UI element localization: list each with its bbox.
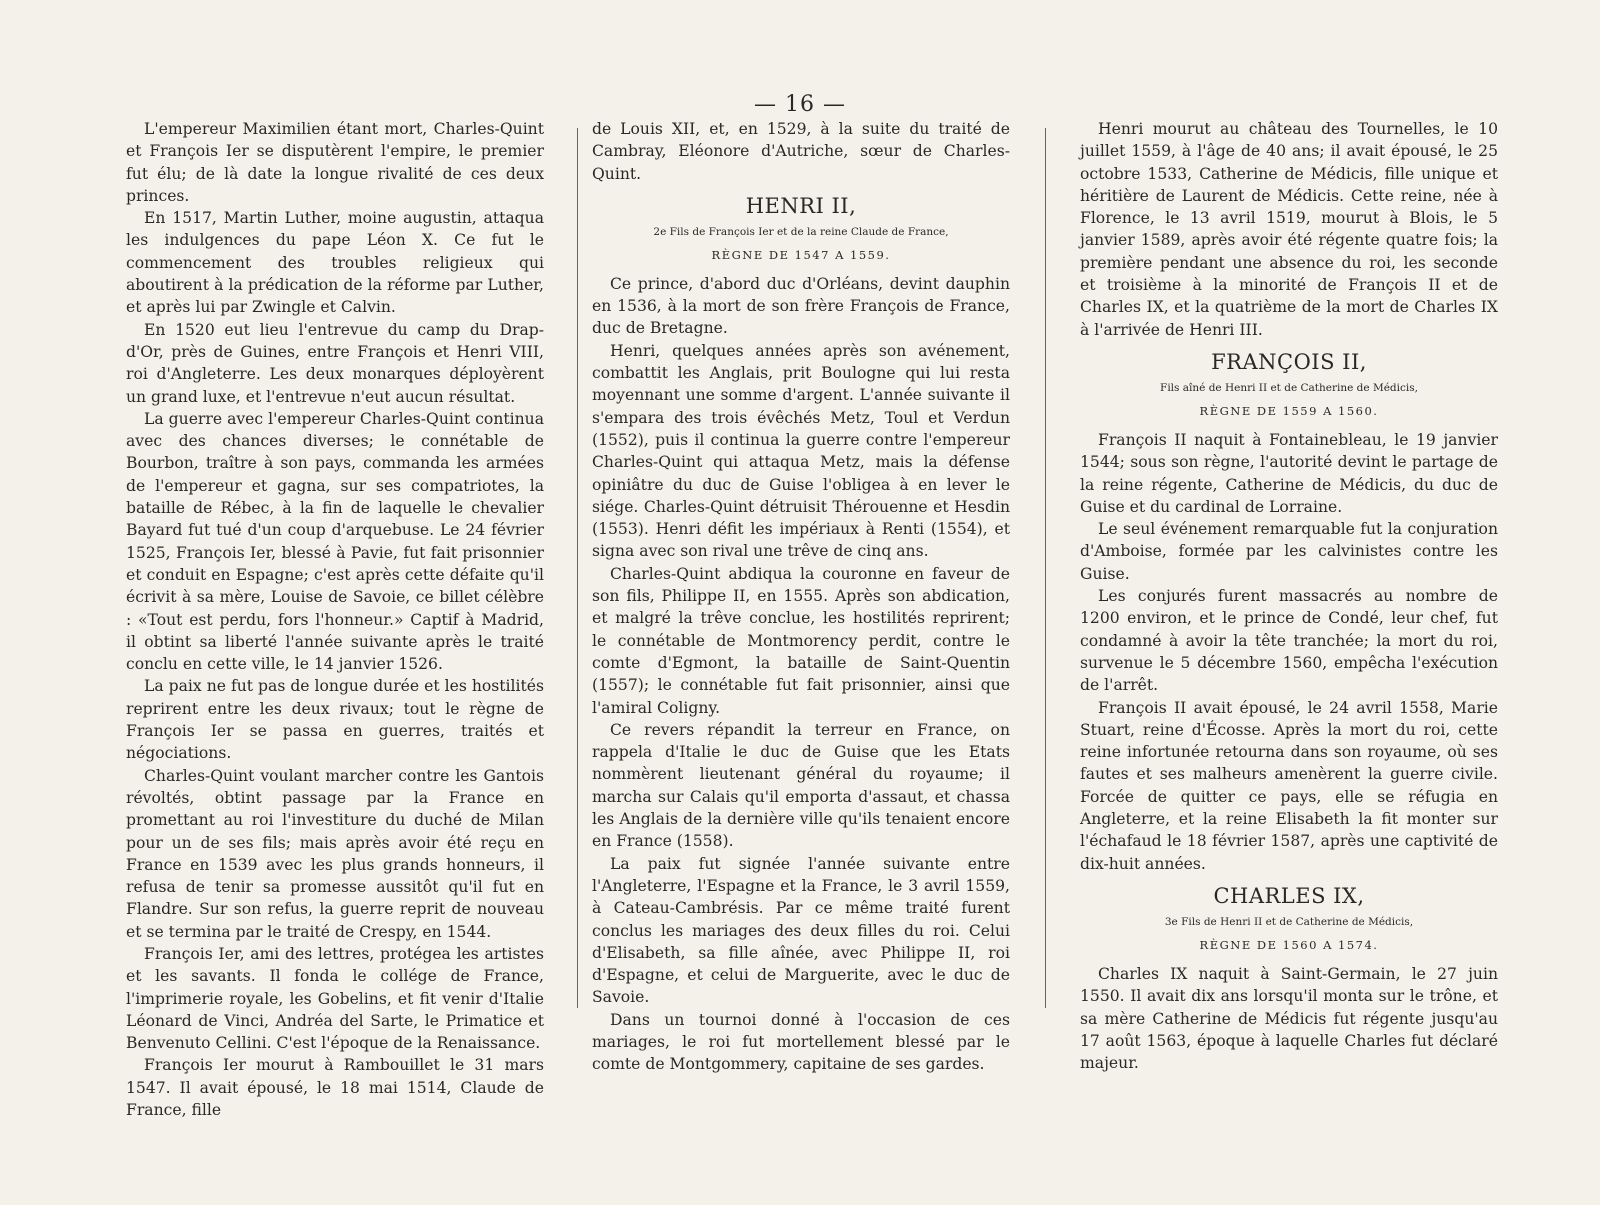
section-subtitle: Fils aîné de Henri II et de Catherine de Médicis,: [1160, 381, 1418, 394]
section-title: CHARLES IX,: [1213, 883, 1365, 908]
paragraph: François Ier, ami des lettres, protégea les artistes et les savants. Il fonda le collége de France, l'imprimerie royale, les Gobelins, et fit venir d'Italie Léonard de Vinci, Andréa del Sarte, le Primatice et Benvenuto Cellini. C'est l'époque de la Renaissance.: [126, 944, 544, 1053]
section-reign: RÈGNE DE 1560 A 1574.: [1199, 937, 1379, 952]
paragraph: Henri, quelques années après son avénement, combattit les Anglais, prit Boulogne qui lui resta moyennant une somme d'argent. L'année suivante il s'empara des trois évêchés Metz, Toul et Verdun (1552), puis il continua la guerre contre l'empereur Charles-Quint qui attaqua Metz, mais la défense opiniâtre du duc de Guise l'obligea à en lever le siége. Charles-Quint détruisit Thérouenne et Hesdin (1553). Henri défit les impériaux à Renti (1554), et signa avec son rival une trêve de cinq ans.: [592, 341, 1010, 561]
section-subtitle: 2e Fils de François Ier et de la reine Claude de France,: [653, 225, 949, 238]
paragraph: La guerre avec l'empereur Charles-Quint continua avec des chances diverses; le connétable de Bourbon, traître à son pays, commanda les armées de l'empereur et gagna, sur ses compatriotes, la bataille de Rébec, à la fin de laquelle le chevalier Bayard fut tué d'un coup d'arquebuse. Le 24 février 1525, François Ier, blessé à Pavie, fut fait prisonnier et conduit en Espagne; c'est après cette défaite qu'il écrivit à sa mère, Louise de Savoie, ce billet célèbre : «Tout est perdu, fors l'honneur.» Captif à Madrid, il obtint sa liberté l'année suivante après le traité conclu en cette ville, le 14 janvier 1526.: [126, 409, 544, 674]
paragraph: Charles IX naquit à Saint-Germain, le 27 juin 1550. Il avait dix ans lorsqu'il monta sur le trône, et sa mère Catherine de Médicis fut régente jusqu'au 17 août 1563, époque à laquelle Charles fut déclaré majeur.: [1080, 964, 1498, 1073]
text-column-middle: [592, 118, 1010, 1076]
section-heading-charles-ix: [1080, 881, 1498, 957]
paragraph: Henri mourut au château des Tournelles, le 10 juillet 1559, à l'âge de 40 ans; il avait épousé, le 25 octobre 1533, Catherine de Médicis, fille unique et héritière de Laurent de Médicis. Cette reine, née à Florence, le 13 avril 1519, mourut à Blois, le 5 janvier 1589, après avoir été régente quatre fois; la première pendant une absence du roi, les seconde et troisième à la minorité de François II et de Charles IX, et la quatrième de la mort de Charles IX à l'arrivée de Henri III.: [1080, 120, 1498, 339]
paragraph: François Ier mourut à Rambouillet le 31 mars 1547. Il avait épousé, le 18 mai 1514, Claude de France, fille: [126, 1056, 544, 1120]
section-heading-henri-ii: [592, 191, 1010, 267]
section-heading-francois-ii: [1080, 347, 1498, 423]
paragraph: L'empereur Maximilien étant mort, Charles-Quint et François Ier se disputèrent l'empire, le premier fut élu; de là date la longue rivalité de ces deux princes.: [126, 120, 544, 205]
text-column-right: [1080, 118, 1498, 1074]
paragraph: Charles-Quint abdiqua la couronne en faveur de son fils, Philippe II, en 1555. Après son abdication, et malgré la trêve conclue, les hostilités reprirent; le connétable de Montmorency perdit, contre le comte d'Egmont, la bataille de Saint-Quentin (1557); le connétable fut fait prisonnier, ainsi que l'amiral Coligny.: [592, 564, 1010, 717]
section-reign: RÈGNE DE 1559 A 1560.: [1199, 403, 1379, 418]
section-subtitle: 3e Fils de Henri II et de Catherine de Médicis,: [1164, 915, 1414, 928]
column-divider: [577, 128, 578, 1008]
paragraph: François II avait épousé, le 24 avril 1558, Marie Stuart, reine d'Écosse. Après la mort du roi, cette reine infortunée retourna dans son royaume, où ses fautes et ses malheurs amenèrent la guerre civile. Forcée de quitter ce pays, elle se réfugia en Angleterre, et la reine Elisabeth la fit monter sur l'échafaud le 18 février 1587, après une captivité de dix-huit années.: [1080, 698, 1498, 873]
paragraph: La paix ne fut pas de longue durée et les hostilités reprirent entre les deux rivaux; tout le règne de François Ier se passa en guerres, traités et négociations.: [126, 677, 544, 763]
paragraph: de Louis XII, et, en 1529, à la suite du traité de Cambray, Eléonore d'Autriche, sœur de Charles-Quint.: [592, 120, 1010, 183]
paragraph: En 1517, Martin Luther, moine augustin, attaqua les indulgences du pape Léon X. Ce fut le commencement des troubles religieux qui aboutirent à la prédication de la réforme par Luther, et après lui par Zwingle et Calvin.: [126, 209, 544, 317]
section-title: FRANÇOIS II,: [1211, 349, 1367, 374]
column-divider: [1045, 128, 1046, 1008]
section-reign: RÈGNE DE 1547 A 1559.: [711, 247, 891, 262]
paragraph: Charles-Quint voulant marcher contre les Gantois révoltés, obtint passage par la France en promettant au roi l'investiture du duché de Milan pour un de ses fils; mais après avoir été reçu en France en 1539 avec les plus grands honneurs, il refusa de tenir sa promesse aussitôt qu'il fut en Flandre. Sur son refus, la guerre reprit de nouveau et se termina par le traité de Crespy, en 1544.: [126, 766, 544, 941]
paragraph: Ce prince, d'abord duc d'Orléans, devint dauphin en 1536, à la mort de son frère François de France, duc de Bretagne.: [592, 274, 1010, 338]
section-title: HENRI II,: [745, 193, 857, 218]
paragraph: Le seul événement remarquable fut la conjuration d'Amboise, formée par les calvinistes contre les Guise.: [1080, 520, 1498, 583]
paragraph: Ce revers répandit la terreur en France, on rappela d'Italie le duc de Guise que les Etats nommèrent lieutenant général du royaume; il marcha sur Calais qu'il emporta d'assaut, et chassa les Anglais de la dernière ville qu'ils tenaient encore en France (1558).: [592, 720, 1010, 851]
text-column-left: [126, 118, 544, 1121]
paragraph: Les conjurés furent massacrés au nombre de 1200 environ, et le prince de Condé, leur chef, fut condamné à avoir la tête tranchée; la mort du roi, survenue le 5 décembre 1560, empêcha l'exécution de l'arrêt.: [1080, 587, 1498, 695]
paragraph: Dans un tournoi donné à l'occasion de ces mariages, le roi fut mortellement blessé par le comte de Montgommery, capitaine de ses gardes.: [592, 1010, 1010, 1074]
paragraph: La paix fut signée l'année suivante entre l'Angleterre, l'Espagne et la France, le 3 avril 1559, à Cateau-Cambrésis. Par ce même traité furent conclus les mariages des deux filles du roi. Celui d'Elisabeth, sa fille aînée, avec Philippe II, roi d'Espagne, et celui de Marguerite, avec le duc de Savoie.: [592, 854, 1010, 1007]
paragraph: En 1520 eut lieu l'entrevue du camp du Drap-d'Or, près de Guines, entre François et Henri VIII, roi d'Angleterre. Les deux monarques déployèrent un grand luxe, et l'entrevue n'eut aucun résultat.: [126, 320, 544, 406]
paragraph: François II naquit à Fontainebleau, le 19 janvier 1544; sous son règne, l'autorité devint le partage de la reine régente, Catherine de Médicis, du duc de Guise et du cardinal de Lorraine.: [1080, 430, 1498, 516]
page-number: — 16 —: [754, 92, 846, 117]
